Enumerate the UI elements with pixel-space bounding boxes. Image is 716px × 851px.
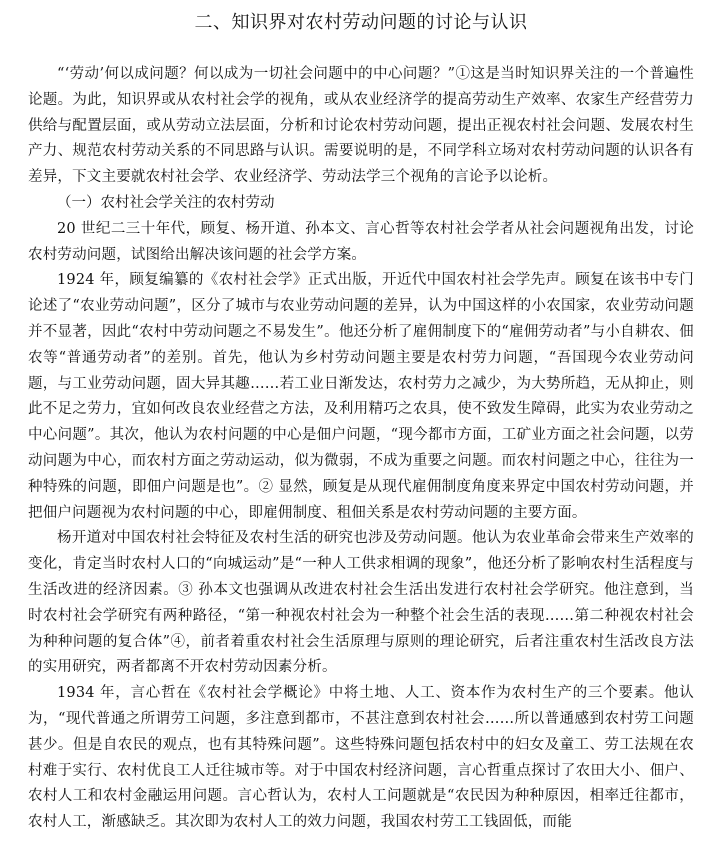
intro-paragraph: “‘劳动’何以成问题？何以成为一切社会问题中的中心问题？”①这是当时知识界关注的一个普遍性论题。为此，知识界或从农村社会学的视角，或从农业经济学的提高劳动生产效率、农家生产经营劳力供给与配置层面，或从劳动立法层面，分析和讨论农村劳动问题，提出正视农村社会问题、发展农村生产力、规范农村劳动关系的不同思路与认识。需要说明的是，不同学科立场对农村劳动问题的认识各有差异，下文主要就农村社会学、农业经济学、劳动法学三个视角的言论予以论析。 (28, 66, 694, 186)
section-title: 二、知识界对农村劳动问题的讨论与认识 (194, 12, 528, 33)
body-paragraph: 20 世纪二三十年代，顾复、杨开道、孙本文、言心哲等农村社会学者从社会问题视角出发，讨论农村劳动问题，试图给出解决该问题的社会学方案。 (28, 220, 694, 263)
article-page (28, 0, 694, 836)
subsection-heading: （一）农村社会学关注的农村劳动 (57, 194, 275, 211)
body-paragraph: 1924 年，顾复编纂的《农村社会学》正式出版，开近代中国农村社会学先声。顾复在该书中专门论述了“农业劳动问题”，区分了城市与农业劳动问题的差异，认为中国这样的小农国家，农业劳动问题并不显著，因此“农村中劳动问题之不易发生”。他还分析了雇佣制度下的“雇佣劳动者”与小自耕农、佃农等“普通劳动者”的差别。首先，他认为乡村劳动问题主要是农村劳力问题，“吾国现今农业劳动问题，与工业劳动问题，固大异其趣……若工业日渐发达，农村劳力之减少，为大势所趋，无从抑止，则此不足之劳力，宜如何改良农业经营之方法，及利用精巧之农具，使不致发生障碍，此实为农业劳动之中心问题”。其次，他认为农村问题的中心是佃户问题，“现今都市方面，工矿业方面之社会问题，以劳动问题为中心，而农村方面之劳动运动，似为微弱，不成为重要之问题。而农村问题之中心，往往为一种特殊的问题，即佃户问题是也”。② 显然，顾复是从现代雇佣制度角度来界定中国农村劳动问题，并把佃户问题视为农村问题的中心，即雇佣制度、租佃关系是农村劳动问题的主要方面。 (28, 272, 694, 521)
body-paragraph: 杨开道对中国农村社会特征及农村生活的研究也涉及劳动问题。他认为农业革命会带来生产效率的变化，肯定当时农村人口的“向城运动”是“一种人工供求相调的现象”，他还分析了影响农村生活程度与生活改进的经济因素。③ 孙本文也强调从改进农村社会生活出发进行农村社会学研究。他注意到，当时农村社会学研究有两种路径，“第一种视农村社会为一种整个社会生活的表现……第二种视农村社会为种种问题的复合体”④，前者着重农村社会生活原理与原则的理论研究，后者注重农村生活改良方法的实用研究，两者都离不开农村劳动因素分析。 (28, 530, 694, 676)
body-paragraph: 1934 年，言心哲在《农村社会学概论》中将土地、人工、资本作为农村生产的三个要素。他认为，“现代普通之所谓劳工问题，多注意到都市，不甚注意到农村社会……所以普通感到农村劳工问题甚少。但是自农民的观点，也有其特殊问题”。这些特殊问题包括农村中的妇女及童工、劳工法规在农村难于实行、农村优良工人迁往城市等。对于中国农村经济问题，言心哲重点探讨了农田大小、佃户、农村人工和农村金融运用问题。言心哲认为，农村人工问题就是“农民因为种种原因，相率迁往都市，农村人工，渐感缺乏。其次即为农村人工的效力问题，我国农村劳工工钱固低，而能 (28, 685, 694, 831)
